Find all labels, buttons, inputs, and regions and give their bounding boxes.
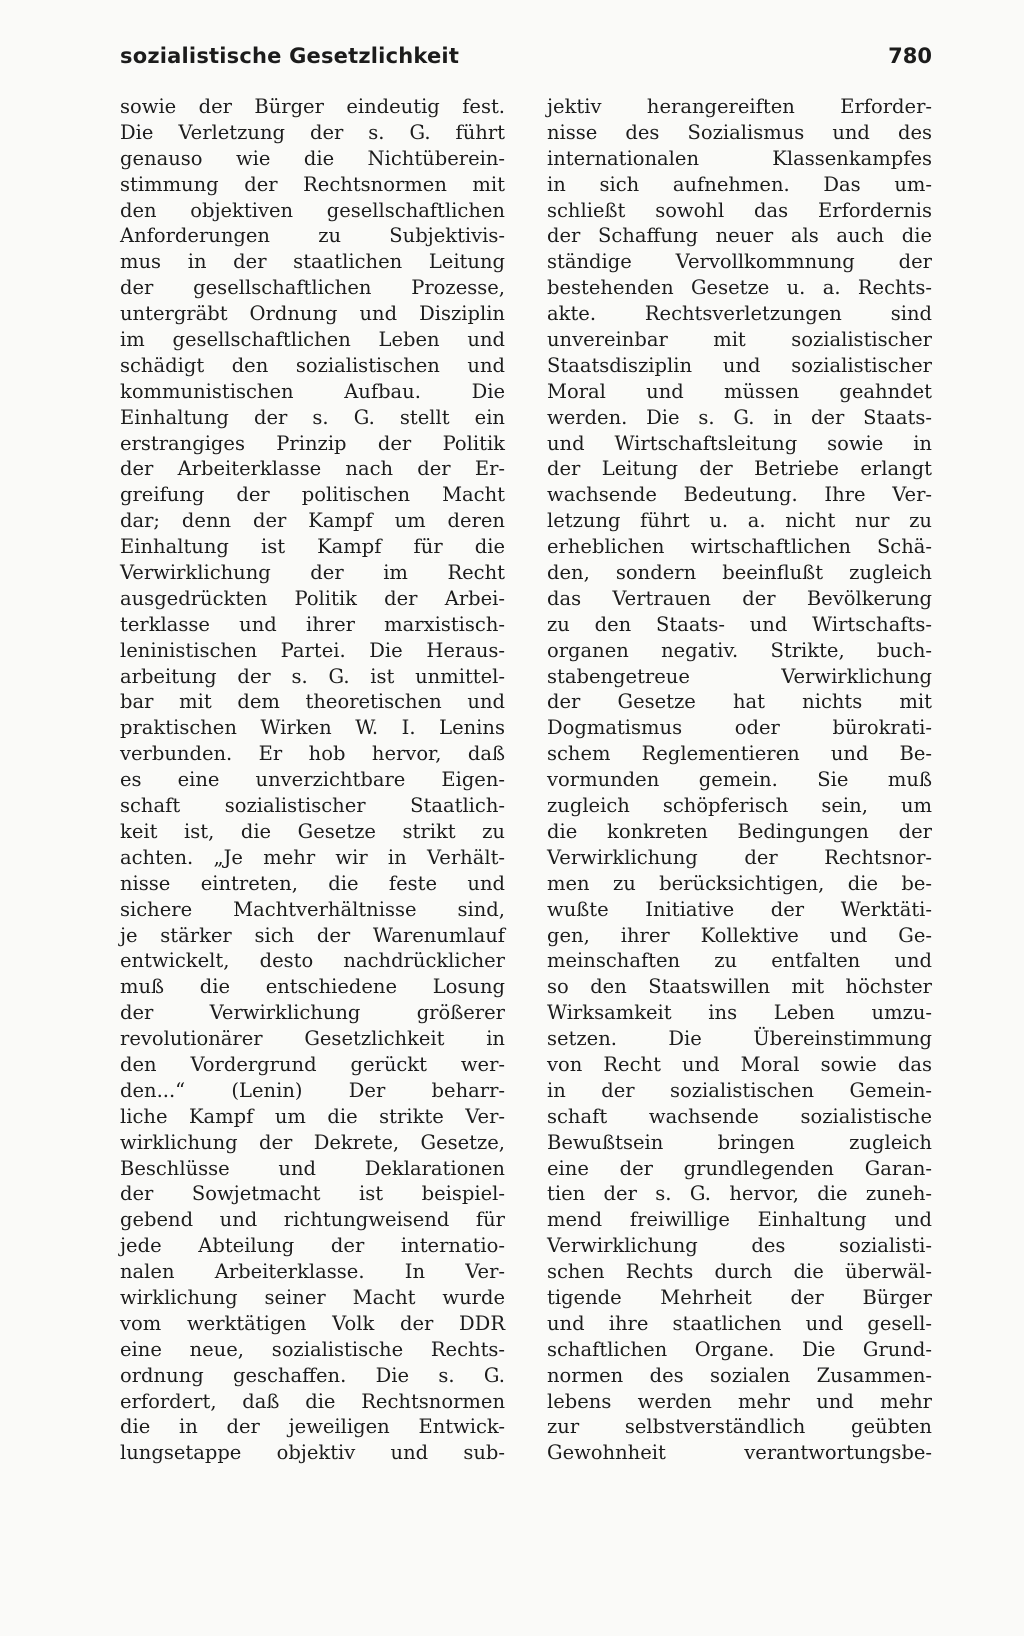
text-line: den...“ (Lenin) Der beharr- — [120, 1078, 505, 1102]
text-line: ordnung geschaffen. Die s. G. — [120, 1363, 505, 1387]
text-line: im gesellschaftlichen Leben und — [120, 328, 505, 352]
text-line: der Gesetze hat nichts mit — [547, 690, 932, 714]
text-line: von Recht und Moral sowie das — [547, 1052, 932, 1076]
text-line: schaft sozialistischer Staatlich- — [120, 794, 505, 818]
text-line: so den Staatswillen mit höchster — [547, 975, 932, 999]
text-line: Bewußtsein bringen zugleich — [547, 1130, 932, 1154]
text-line: revolutionärer Gesetzlichkeit in — [120, 1027, 505, 1051]
text-line: letzung führt u. a. nicht nur zu — [547, 509, 932, 533]
text-line: schädigt den sozialistischen und — [120, 353, 505, 377]
text-line: lebens werden mehr und mehr — [547, 1389, 932, 1413]
text-line: Anforderungen zu Subjektivis- — [120, 224, 505, 248]
text-line: genauso wie die Nichtüberein- — [120, 146, 505, 170]
text-line: die in der jeweiligen Entwick- — [120, 1415, 505, 1439]
text-line: terklasse und ihrer marxistisch- — [120, 612, 505, 636]
text-line: der Schaffung neuer als auch die — [547, 224, 932, 248]
text-line: achten. „Je mehr wir in Verhält- — [120, 845, 505, 869]
text-line: der gesellschaftlichen Prozesse, — [120, 276, 505, 300]
text-line: zu den Staats- und Wirtschafts- — [547, 612, 932, 636]
text-line: greifung der politischen Macht — [120, 483, 505, 507]
text-line: wirklichung der Dekrete, Gesetze, — [120, 1130, 505, 1154]
text-line: schem Reglementieren und Be- — [547, 742, 932, 766]
text-line: bar mit dem theoretischen und — [120, 690, 505, 714]
text-line: wirklichung seiner Macht wurde — [120, 1285, 505, 1309]
text-line: Dogmatismus oder bürokrati- — [547, 716, 932, 740]
text-line: und ihre staatlichen und gesell- — [547, 1311, 932, 1335]
text-line: tigende Mehrheit der Bürger — [547, 1285, 932, 1309]
text-line: praktischen Wirken W. I. Lenins — [120, 716, 505, 740]
text-line: mend freiwillige Einhaltung und — [547, 1208, 932, 1232]
text-line: erstrangiges Prinzip der Politik — [120, 431, 505, 455]
text-line: arbeitung der s. G. ist unmittel- — [120, 664, 505, 688]
text-line: der Arbeiterklasse nach der Er- — [120, 457, 505, 481]
text-line: Verwirklichung der im Recht — [120, 561, 505, 585]
text-line: meinschaften zu entfalten und — [547, 949, 932, 973]
text-line: akte. Rechtsverletzungen sind — [547, 302, 932, 326]
text-line: Einhaltung ist Kampf für die — [120, 535, 505, 559]
text-line: erheblichen wirtschaftlichen Schä- — [547, 535, 932, 559]
text-line: organen negativ. Strikte, buch- — [547, 638, 932, 662]
text-line: der Sowjetmacht ist beispiel- — [120, 1182, 505, 1206]
text-line: schaft wachsende sozialistische — [547, 1104, 932, 1128]
text-line: je stärker sich der Warenumlauf — [120, 923, 505, 947]
text-line: muß die entschiedene Losung — [120, 975, 505, 999]
text-line: jektiv herangereiften Erforder- — [547, 95, 932, 118]
text-line: in der sozialistischen Gemein- — [547, 1078, 932, 1102]
text-line: werden. Die s. G. in der Staats- — [547, 405, 932, 429]
text-line: Die Verletzung der s. G. führt — [120, 120, 505, 144]
text-line: Staatsdisziplin und sozialistischer — [547, 353, 932, 377]
text-line: die konkreten Bedingungen der — [547, 819, 932, 843]
text-line: ausgedrückten Politik der Arbei- — [120, 586, 505, 610]
text-line: der Leitung der Betriebe erlangt — [547, 457, 932, 481]
text-line: Wirksamkeit ins Leben umzu- — [547, 1001, 932, 1025]
text-line: ständige Vervollkommnung der — [547, 250, 932, 274]
text-line: nalen Arbeiterklasse. In Ver- — [120, 1260, 505, 1284]
running-head: sozialistische Gesetzlichkeit — [120, 44, 460, 68]
right-text-column — [547, 94, 932, 1466]
text-line: liche Kampf um die strikte Ver- — [120, 1104, 505, 1128]
text-line: der Verwirklichung größerer — [120, 1001, 505, 1025]
text-line: nisse eintreten, die feste und — [120, 871, 505, 895]
text-line: vom werktätigen Volk der DDR — [120, 1311, 505, 1335]
text-line: men zu berücksichtigen, die be- — [547, 871, 932, 895]
text-line: das Vertrauen der Bevölkerung — [547, 586, 932, 610]
text-line: in sich aufnehmen. Das um- — [547, 172, 932, 196]
text-line: dar; denn der Kampf um deren — [120, 509, 505, 533]
text-line: sichere Machtverhältnisse sind, — [120, 897, 505, 921]
page-header — [120, 44, 932, 78]
text-line: Verwirklichung des sozialisti- — [547, 1234, 932, 1258]
text-line: wußte Initiative der Werktäti- — [547, 897, 932, 921]
text-line: schaftlichen Organe. Die Grund- — [547, 1337, 932, 1361]
text-line: mus in der staatlichen Leitung — [120, 250, 505, 274]
text-line: schließt sowohl das Erfordernis — [547, 198, 932, 222]
text-line: den Vordergrund gerückt wer- — [120, 1052, 505, 1076]
page-number: 780 — [888, 44, 932, 68]
text-line: tien der s. G. hervor, die zuneh- — [547, 1182, 932, 1206]
text-line: kommunistischen Aufbau. Die — [120, 379, 505, 403]
text-line: stimmung der Rechtsnormen mit — [120, 172, 505, 196]
text-line: vormunden gemein. Sie muß — [547, 768, 932, 792]
text-line: setzen. Die Übereinstimmung — [547, 1027, 932, 1051]
text-line: verbunden. Er hob hervor, daß — [120, 742, 505, 766]
text-line: lungsetappe objektiv und sub- — [120, 1441, 505, 1465]
text-line: wachsende Bedeutung. Ihre Ver- — [547, 483, 932, 507]
text-line: jede Abteilung der internatio- — [120, 1234, 505, 1258]
text-line: unvereinbar mit sozialistischer — [547, 328, 932, 352]
text-line: bestehenden Gesetze u. a. Rechts- — [547, 276, 932, 300]
text-line: Verwirklichung der Rechtsnor- — [547, 845, 932, 869]
text-line: internationalen Klassenkampfes — [547, 146, 932, 170]
left-text-column — [120, 94, 505, 1466]
text-line: Gewohnheit verantwortungsbe- — [547, 1441, 932, 1465]
text-line: Moral und müssen geahndet — [547, 379, 932, 403]
text-line: den, sondern beeinflußt zugleich — [547, 561, 932, 585]
text-line: normen des sozialen Zusammen- — [547, 1363, 932, 1387]
text-line: keit ist, die Gesetze strikt zu — [120, 819, 505, 843]
text-line: leninistischen Partei. Die Heraus- — [120, 638, 505, 662]
text-line: es eine unverzichtbare Eigen- — [120, 768, 505, 792]
text-line: eine neue, sozialistische Rechts- — [120, 1337, 505, 1361]
text-line: und Wirtschaftsleitung sowie in — [547, 431, 932, 455]
text-line: entwickelt, desto nachdrücklicher — [120, 949, 505, 973]
text-line: Beschlüsse und Deklarationen — [120, 1156, 505, 1180]
text-line: nisse des Sozialismus und des — [547, 120, 932, 144]
text-line: erfordert, daß die Rechtsnormen — [120, 1389, 505, 1413]
text-line: zugleich schöpferisch sein, um — [547, 794, 932, 818]
text-line: eine der grundlegenden Garan- — [547, 1156, 932, 1180]
text-line: gebend und richtungweisend für — [120, 1208, 505, 1232]
text-line: den objektiven gesellschaftlichen — [120, 198, 505, 222]
text-line: schen Rechts durch die überwäl- — [547, 1260, 932, 1284]
text-line: gen, ihrer Kollektive und Ge- — [547, 923, 932, 947]
text-line: sowie der Bürger eindeutig fest. — [120, 95, 505, 118]
text-line: zur selbstverständlich geübten — [547, 1415, 932, 1439]
text-line: Einhaltung der s. G. stellt ein — [120, 405, 505, 429]
text-line: untergräbt Ordnung und Disziplin — [120, 302, 505, 326]
text-line: stabengetreue Verwirklichung — [547, 664, 932, 688]
